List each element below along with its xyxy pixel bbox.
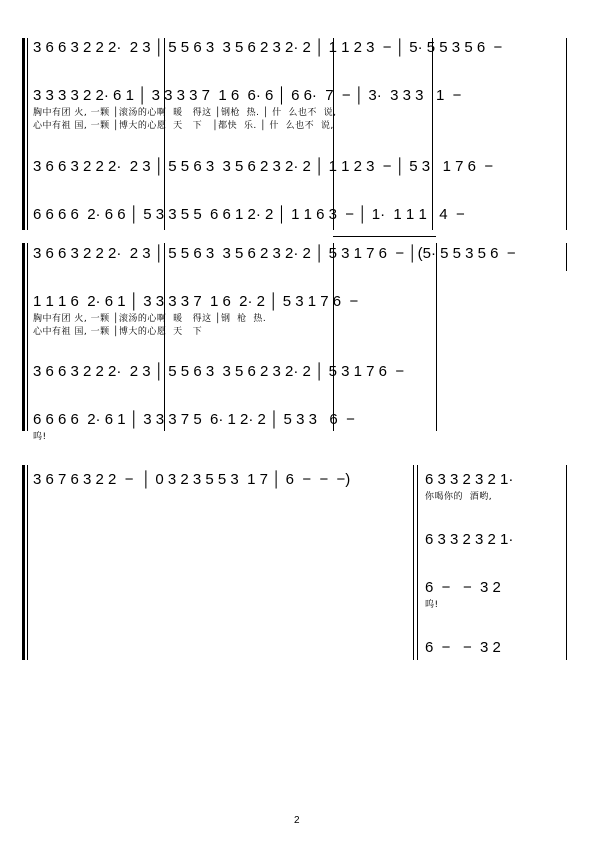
barline (566, 243, 567, 271)
barline (333, 243, 334, 431)
lyric-verse-2: 心中有祖 国, 一颗 │博大的心愿 天 下 │都快 乐. │ 什 么也不 说, (33, 121, 334, 131)
lyric-verse-1: 胸中有团 火, 一颗 │滚汤的心啊 暖 得这 │钢枪 热. │ 什 么也不 说, (33, 108, 337, 118)
system-bracket (22, 465, 25, 660)
barline (566, 38, 567, 230)
system-start-line (27, 465, 28, 660)
lyric-verse-1: 胸中有团 火, 一颗 │滚汤的心啊 暖 得这 │钢 枪 热. (33, 314, 267, 324)
system-bracket (22, 243, 25, 431)
system-start-line (27, 243, 28, 431)
barline (436, 243, 437, 431)
barline (164, 38, 165, 230)
barline (333, 38, 334, 230)
coda-lyric: 呜! (425, 600, 439, 610)
barline (432, 38, 433, 230)
coda-row-1: 6 3 3 2 3 2 1· (425, 471, 514, 488)
barline (566, 465, 567, 660)
staff-row-2: 3 3 3 3 2 2· 6 1 │ 3 3 3 3 7 1 6 6· 6 │ 6 6· 7 − │ 3· 3 3 3 1 − (33, 87, 462, 104)
coda-row-2: 6 3 3 2 3 2 1· (425, 531, 514, 548)
staff-row-1: 3 6 6 3 2 2 2· 2 3 │ 5 5 6 3 3 5 6 2 3 2· 2 │ 5 3 1 7 6 − │(5· 5 5 3 5 6 − (33, 245, 516, 262)
lyric-verse-2: 心中有祖 国, 一颗 │博大的心愿 天 下 (33, 327, 203, 337)
coda-row-3: 6 − − 3 2 (425, 579, 501, 596)
page-number: 2 (294, 815, 300, 826)
ending-bracket (333, 236, 436, 237)
staff-row-1: 3 6 6 3 2 2 2· 2 3 │ 5 5 6 3 3 5 6 2 3 2· 2 │ 1 1 2 3 − │ 5· 5 5 3 5 6 − (33, 39, 503, 56)
staff-row-4: 6 6 6 6 2· 6 1 │ 3 3 3 7 5 6· 1 2· 2 │ 5 3 3 6 − (33, 411, 355, 428)
coda-row-4: 6 − − 3 2 (425, 639, 501, 656)
staff-row-3: 3 6 6 3 2 2 2· 2 3 │ 5 5 6 3 3 5 6 2 3 2· 2 │ 5 3 1 7 6 − (33, 363, 405, 380)
lyric-verse-1: 呜! (33, 432, 47, 442)
system-start-line (27, 38, 28, 230)
staff-row-2: 1 1 1 6 2· 6 1 │ 3 3 3 3 7 1 6 2· 2 │ 5 3 1 7 6 − (33, 293, 359, 310)
staff-row-3: 3 6 6 3 2 2 2· 2 3 │ 5 5 6 3 3 5 6 2 3 2· 2 │ 1 1 2 3 − │ 5 3 1 7 6 − (33, 158, 494, 175)
barline (417, 465, 418, 660)
barline (413, 465, 414, 660)
interlude-row: 3 6 7 6 3 2 2 − │ 0 3 2 3 5 5 3 1 7 │ 6 − − −) (33, 471, 351, 488)
staff-row-4: 6 6 6 6 2· 6 6 │ 5 3 3 5 5 6 6 1 2· 2 │ 1 1 6 3 − │ 1· 1 1 1 4 − (33, 206, 465, 223)
barline (164, 243, 165, 431)
system-bracket (22, 38, 25, 230)
coda-lyric: 你喝你的 酒哟, (425, 492, 493, 502)
